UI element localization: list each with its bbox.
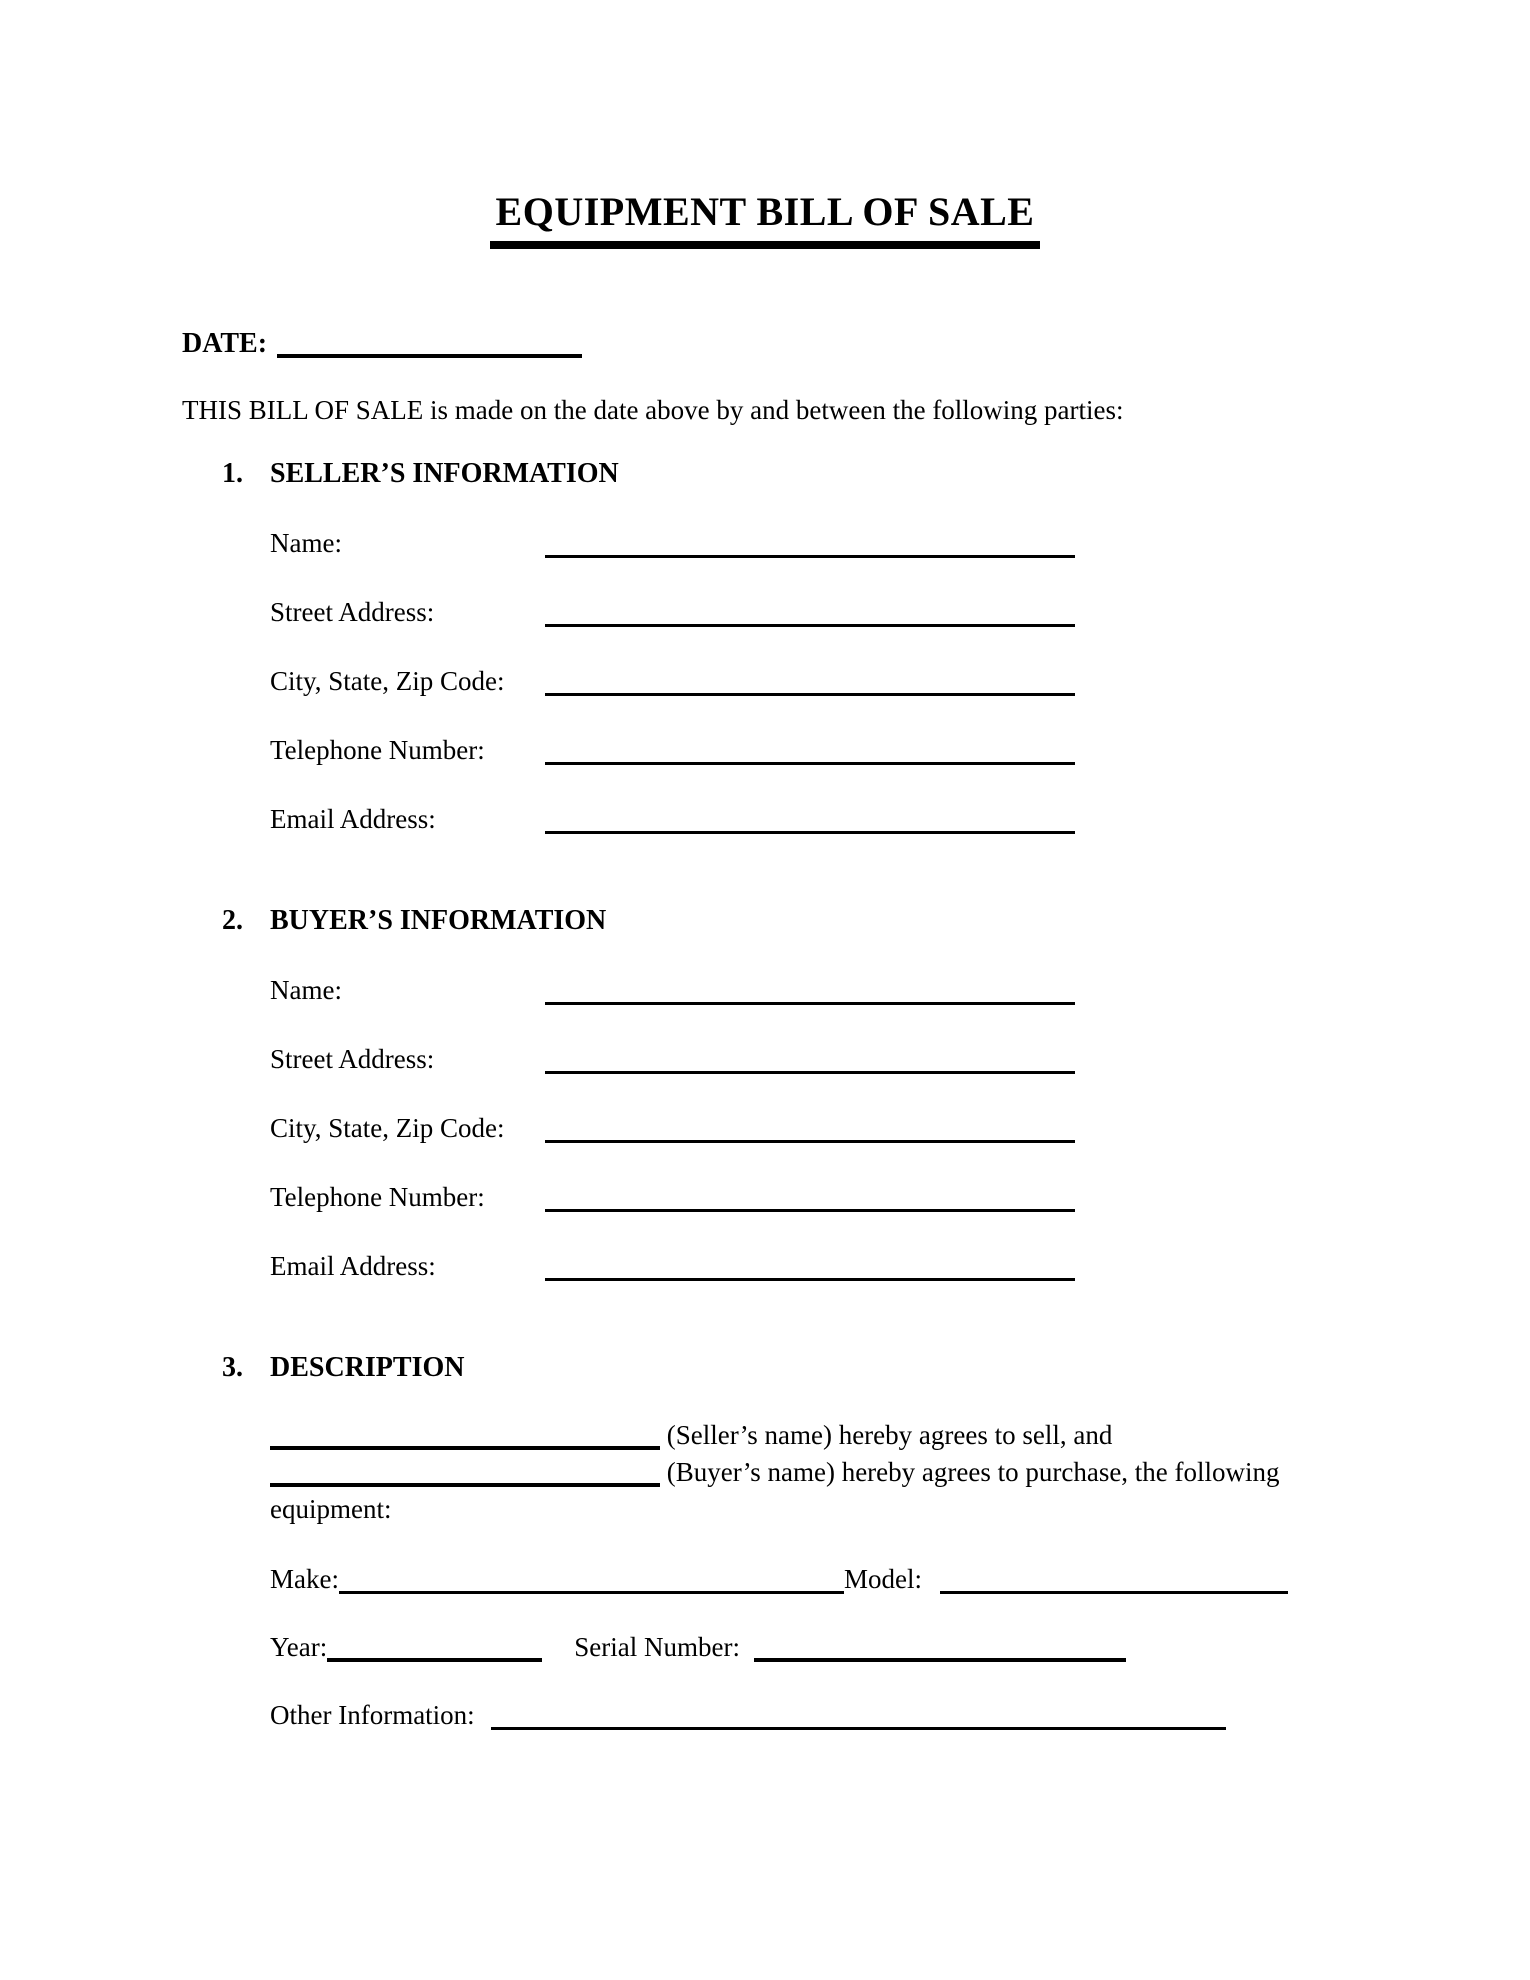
- equipment-label: equipment:: [270, 1494, 392, 1524]
- other-information-blank-line: [491, 1727, 1226, 1730]
- seller-name-label: Name:: [270, 528, 342, 558]
- field-row: [270, 973, 1530, 1007]
- date-row: [182, 327, 1530, 361]
- buyer-city-state-zip-label: City, State, Zip Code:: [270, 1113, 505, 1143]
- year-label: Year:: [270, 1632, 328, 1662]
- buyer-email-label: Email Address:: [270, 1251, 436, 1281]
- section-heading-description: [222, 1351, 1530, 1385]
- section-title-description: DESCRIPTION: [270, 1352, 465, 1383]
- section-heading-seller: [222, 457, 1530, 491]
- page-title-text: EQUIPMENT BILL OF SALE: [490, 188, 1041, 249]
- buyer-telephone-label: Telephone Number:: [270, 1182, 485, 1212]
- description-paragraph: [270, 1417, 1410, 1528]
- year-blank-line: [327, 1658, 542, 1662]
- field-row: [270, 1249, 1530, 1283]
- seller-telephone-label: Telephone Number:: [270, 735, 485, 765]
- seller-email-blank-line: [545, 831, 1075, 834]
- buyer-street-address-blank-line: [545, 1071, 1075, 1074]
- buyer-email-blank-line: [545, 1278, 1075, 1281]
- model-label: Model:: [843, 1564, 922, 1594]
- section-heading-buyer: [222, 904, 1530, 938]
- date-blank-line: [277, 354, 582, 358]
- make-blank-line: [339, 1591, 844, 1594]
- field-row: [270, 1111, 1530, 1145]
- buyer-city-state-zip-blank-line: [545, 1140, 1075, 1143]
- make-model-row: [270, 1562, 1530, 1596]
- buyer-name-label: Name:: [270, 975, 342, 1005]
- serial-number-blank-line: [754, 1658, 1126, 1662]
- seller-name-blank-line: [545, 555, 1075, 558]
- description-seller-name-blank-line: [270, 1446, 660, 1450]
- description-buyer-name-blank-line: [270, 1483, 660, 1487]
- field-row: [270, 526, 1530, 560]
- field-row: [270, 595, 1530, 629]
- seller-name-sentence-text: (Seller’s name) hereby agrees to sell, and: [666, 1420, 1113, 1450]
- section-number-buyer: 2.: [222, 905, 243, 936]
- section-title-buyer: BUYER’S INFORMATION: [270, 905, 607, 936]
- seller-city-state-zip-label: City, State, Zip Code:: [270, 666, 505, 696]
- intro-paragraph: THIS BILL OF SALE is made on the date above by and between the following parties:: [182, 395, 1124, 425]
- seller-name-sentence: [270, 1417, 1410, 1454]
- page-title: [0, 0, 1530, 249]
- buyer-name-sentence: [270, 1454, 1410, 1491]
- make-label: Make:: [270, 1564, 339, 1594]
- model-blank-line: [940, 1591, 1288, 1594]
- buyer-name-blank-line: [545, 1002, 1075, 1005]
- other-information-row: [270, 1698, 1530, 1732]
- field-row: [270, 1042, 1530, 1076]
- serial-number-label: Serial Number:: [574, 1632, 740, 1662]
- date-label: DATE:: [182, 328, 268, 359]
- seller-street-address-blank-line: [545, 624, 1075, 627]
- field-row: [270, 802, 1530, 836]
- year-serial-row: [270, 1630, 1530, 1664]
- other-information-label: Other Information:: [270, 1700, 475, 1730]
- seller-email-label: Email Address:: [270, 804, 436, 834]
- buyer-telephone-blank-line: [545, 1209, 1075, 1212]
- field-row: [270, 664, 1530, 698]
- field-row: [270, 1180, 1530, 1214]
- buyer-name-sentence-text: (Buyer’s name) hereby agrees to purchase, the following: [666, 1457, 1280, 1487]
- seller-street-address-label: Street Address:: [270, 597, 435, 627]
- seller-telephone-blank-line: [545, 762, 1075, 765]
- buyer-street-address-label: Street Address:: [270, 1044, 435, 1074]
- section-number-description: 3.: [222, 1352, 243, 1383]
- section-title-seller: SELLER’S INFORMATION: [270, 458, 619, 489]
- seller-city-state-zip-blank-line: [545, 693, 1075, 696]
- section-number-seller: 1.: [222, 458, 243, 489]
- field-row: [270, 733, 1530, 767]
